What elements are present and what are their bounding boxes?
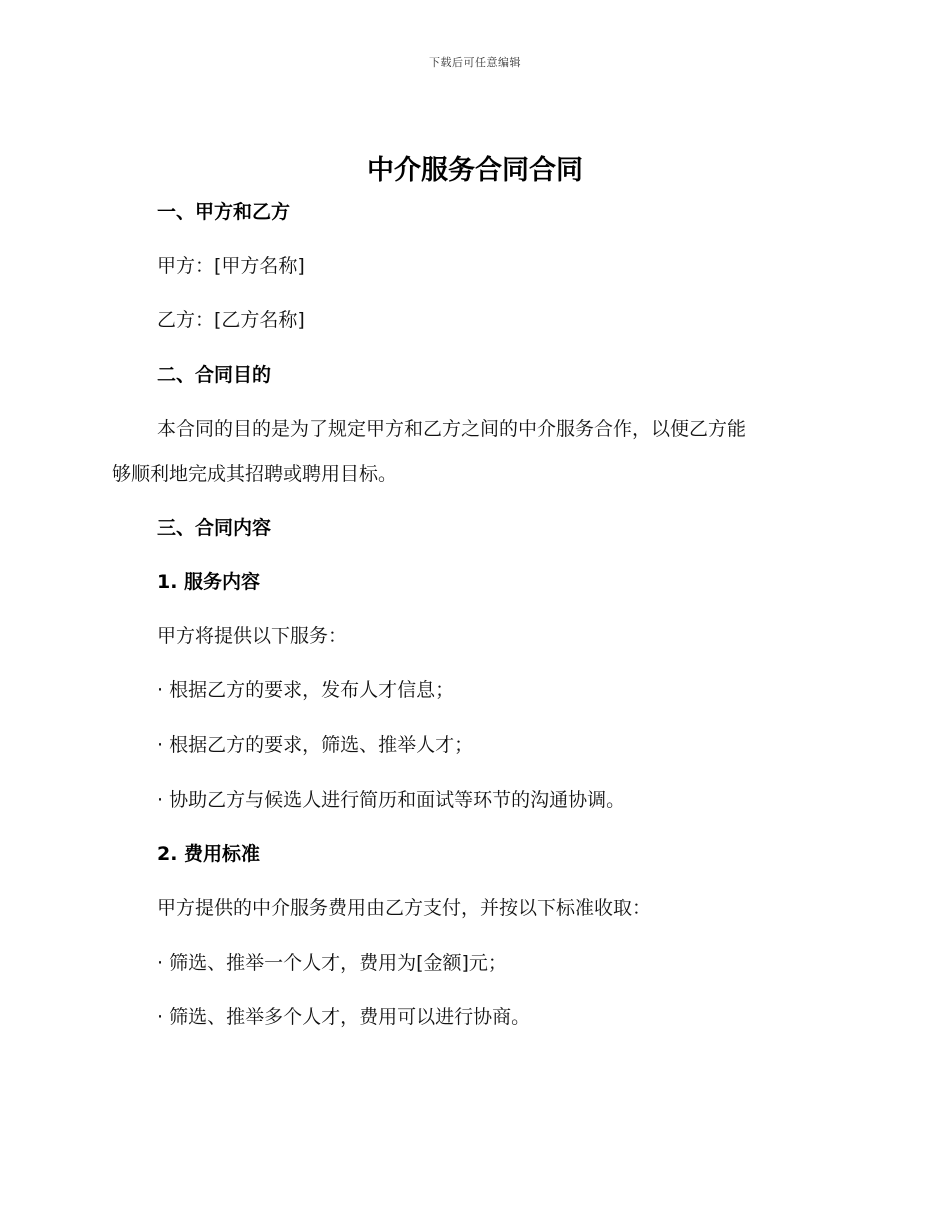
purpose-paragraph-line-1: 本合同的目的是为了规定甲方和乙方之间的中介服务合作，以便乙方能 bbox=[157, 418, 747, 440]
document-title: 中介服务合同合同 bbox=[367, 155, 583, 186]
party-b-line: 乙方：[乙方名称] bbox=[157, 309, 305, 331]
fees-intro: 甲方提供的中介服务费用由乙方支付，并按以下标准收取： bbox=[157, 897, 652, 919]
service-bullet-2: · 根据乙方的要求，筛选、推举人才； bbox=[157, 734, 474, 756]
services-intro: 甲方将提供以下服务： bbox=[157, 625, 348, 647]
subsection-1-heading: 1. 服务内容 bbox=[157, 571, 261, 593]
page-header-note: 下载后可任意编辑 bbox=[429, 56, 521, 69]
service-bullet-3: · 协助乙方与候选人进行简历和面试等环节的沟通协调。 bbox=[157, 789, 626, 811]
party-a-line: 甲方：[甲方名称] bbox=[157, 255, 305, 277]
section-1-heading: 一、甲方和乙方 bbox=[157, 201, 291, 223]
section-3-heading: 三、合同内容 bbox=[157, 517, 272, 539]
service-bullet-1: · 根据乙方的要求，发布人才信息； bbox=[157, 679, 455, 701]
purpose-paragraph-line-2: 够顺利地完成其招聘或聘用目标。 bbox=[112, 463, 398, 485]
subsection-2-heading: 2. 费用标准 bbox=[157, 843, 261, 865]
fee-bullet-2: · 筛选、推举多个人才，费用可以进行协商。 bbox=[157, 1006, 531, 1028]
fee-bullet-1: · 筛选、推举一个人才，费用为[金额]元； bbox=[157, 952, 507, 974]
section-2-heading: 二、合同目的 bbox=[157, 364, 272, 386]
